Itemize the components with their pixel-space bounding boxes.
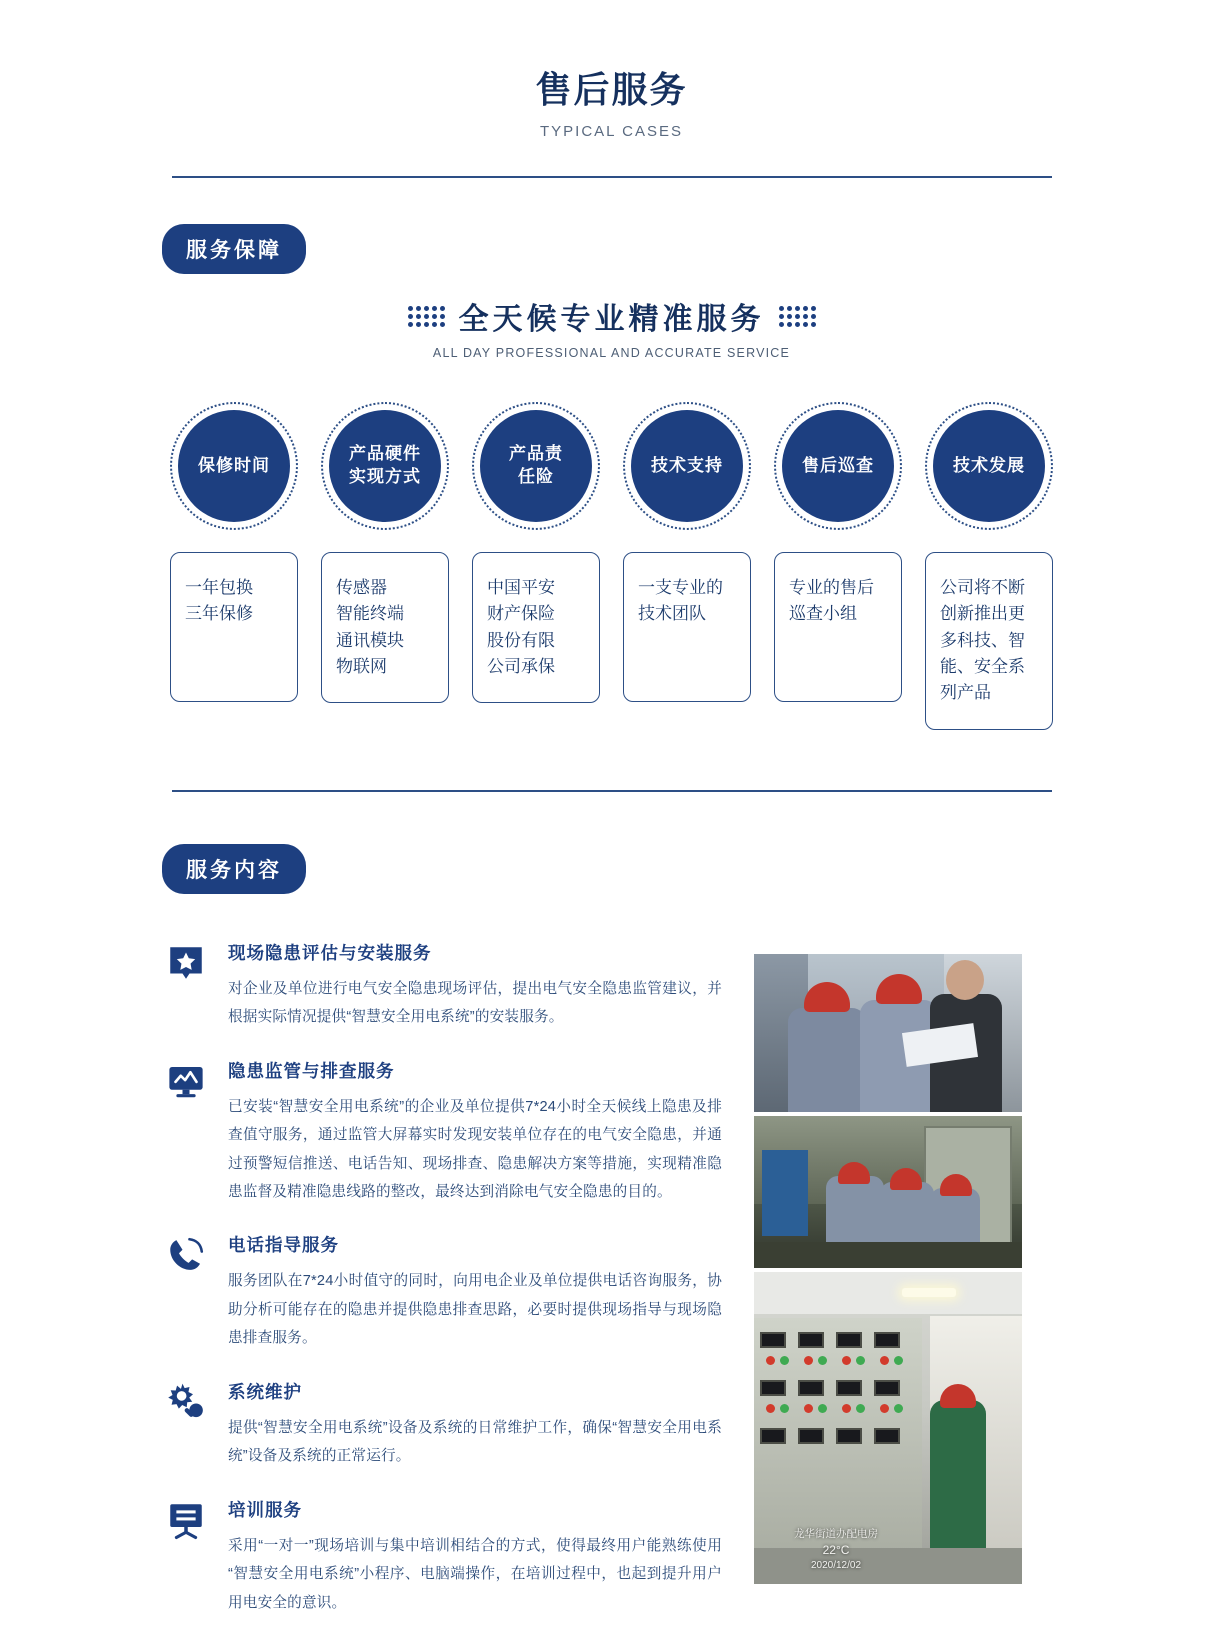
service-item-text: 采用“一对一”现场培训与集中培训相结合的方式，使得最终用户能熟练使用“智慧安全用电系统”小程序、电脑端操作，在培训过程中，也起到提升用户用电安全的意识。 (228, 1537, 722, 1611)
service-item-list (162, 940, 722, 1643)
phone-icon (162, 1232, 210, 1280)
page-header (0, 0, 1223, 140)
list-item (162, 1497, 722, 1617)
service-item-title: 系统维护 (228, 1381, 302, 1402)
guarantee-circle-label: 技术发展 (933, 410, 1045, 522)
guarantee-circle (472, 402, 600, 530)
service-content-section (0, 844, 1223, 1643)
service-item-title: 现场隐患评估与安装服务 (228, 942, 432, 963)
guarantee-circle-label: 产品硬件 实现方式 (329, 410, 441, 522)
guarantee-box: 一年包换 三年保修 (170, 552, 298, 702)
guarantee-circle (774, 402, 902, 530)
guarantee-box: 一支专业的 技术团队 (623, 552, 751, 702)
guarantee-box: 传感器 智能终端 通讯模块 物联网 (321, 552, 449, 703)
guarantee-box-row (0, 552, 1223, 730)
dot-grid-left-icon (408, 306, 445, 327)
gear-wrench-icon (162, 1379, 210, 1427)
banner-title: 全天候专业精准服务 (458, 303, 765, 336)
guarantee-circle-row (0, 402, 1223, 530)
guarantee-circle (170, 402, 298, 530)
guarantee-banner (0, 294, 1223, 360)
guarantee-circle-label: 售后巡查 (782, 410, 894, 522)
guarantee-circle (623, 402, 751, 530)
photo-timestamp-overlay (794, 1527, 878, 1574)
photo-column (754, 940, 1022, 1643)
service-item-title: 电话指导服务 (228, 1235, 339, 1256)
photo-site-inspection (754, 954, 1022, 1112)
guarantee-box: 专业的售后 巡查小组 (774, 552, 902, 702)
stamp-temperature: 22°C (822, 1542, 850, 1557)
service-item-text: 对企业及单位进行电气安全隐患现场评估，提出电气安全隐患监管建议，并根据实际情况提供“智慧安全用电系统”的安装服务。 (228, 980, 722, 1026)
dot-grid-right-icon (779, 306, 816, 327)
divider-top (172, 176, 1052, 178)
monitor-chart-icon (162, 1058, 210, 1106)
star-badge-icon (162, 940, 210, 988)
page-title: 售后服务 (535, 69, 688, 110)
section-pill-guarantee: 服务保障 (162, 224, 306, 274)
service-item-text: 服务团队在7*24小时值守的同时，向用电企业及单位提供电话咨询服务，协助分析可能存在的隐患并提供隐患排查思路，必要时提供现场指导与现场隐患排查服务。 (228, 1273, 722, 1347)
presentation-board-icon (162, 1497, 210, 1545)
page-subtitle: TYPICAL CASES (540, 123, 683, 140)
photo-substation-work (754, 1116, 1022, 1268)
guarantee-circle-label: 技术支持 (631, 410, 743, 522)
guarantee-box: 中国平安 财产保险 股份有限 公司承保 (472, 552, 600, 703)
divider-middle (172, 790, 1052, 792)
photo-switchgear-room (754, 1272, 1022, 1584)
list-item (162, 1232, 722, 1352)
service-item-title: 培训服务 (228, 1499, 302, 1520)
service-guarantee-section (0, 224, 1223, 730)
guarantee-circle (321, 402, 449, 530)
guarantee-box: 公司将不断 创新推出更 多科技、智 能、安全系 列产品 (925, 552, 1053, 730)
section-pill-content: 服务内容 (162, 844, 306, 894)
service-item-text: 提供“智慧安全用电系统”设备及系统的日常维护工作，确保“智慧安全用电系统”设备及系统的正常运行。 (228, 1419, 722, 1465)
service-item-text: 已安装“智慧安全用电系统”的企业及单位提供7*24小时全天候线上隐患及排查值守服务，通过监管大屏幕实时发现安装单位存在的电气安全隐患，并通过预警短信推送、电话告知、现场排查、隐患解决方案等措施，实现精准隐患监督及精准隐患线路的整改，最终达到消除电气安全隐患的目的。 (228, 1098, 722, 1200)
guarantee-circle-label: 产品责 任险 (480, 410, 592, 522)
banner-subtitle: ALL DAY PROFESSIONAL AND ACCURATE SERVICE (432, 346, 791, 360)
stamp-location: 龙华街道办配电房 (794, 1527, 878, 1540)
guarantee-circle-label: 保修时间 (178, 410, 290, 522)
list-item (162, 1379, 722, 1471)
guarantee-circle (925, 402, 1053, 530)
list-item (162, 1058, 722, 1207)
stamp-date: 2020/12/02 (810, 1560, 862, 1572)
list-item (162, 940, 722, 1032)
service-item-title: 隐患监管与排查服务 (228, 1060, 395, 1081)
